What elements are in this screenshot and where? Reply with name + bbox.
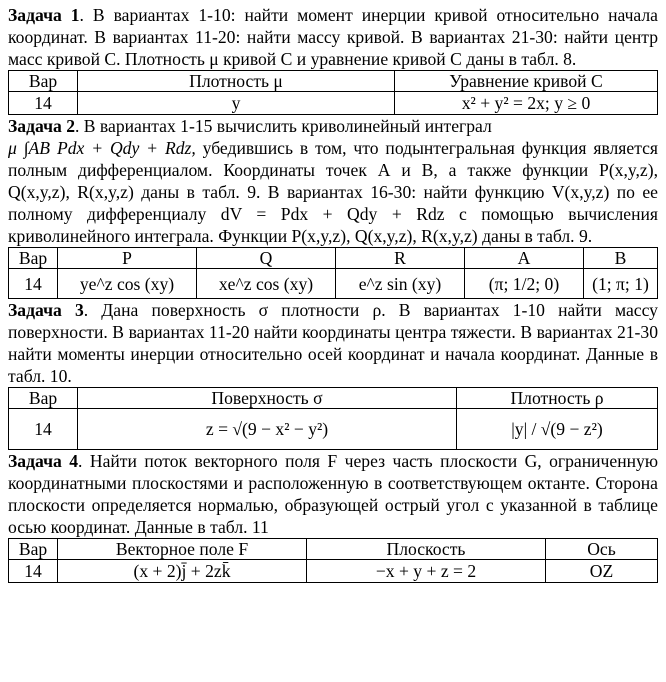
- table-row: [9, 269, 658, 299]
- col-surface: Поверхность σ: [78, 388, 457, 409]
- cell-axis: OZ: [546, 560, 658, 583]
- table-row: [9, 92, 658, 115]
- col-field: Векторное поле F: [58, 539, 307, 560]
- task2-text-body: убедившись в том, что подынтегральная функция является полным дифференциалом. Координаты точек А и В, а также функции P(x,y,z), Q(x,y,z), R(x,y,z) даны в табл. 9. В вариантах 16-30: найти функцию V(x,y,z) по ее полному дифференциалу dV = Pdx + Qdy + Rdz с помощью вычисления криволинейного интеграла. Функции P(x,y,z), Q(x,y,z), R(x,y,z) даны в табл. 9.: [8, 138, 658, 246]
- cell-q: xe^z cos (xy): [197, 269, 336, 299]
- task1-title: Задача 1: [8, 5, 80, 25]
- cell-var: 14: [9, 269, 58, 299]
- task3-title: Задача 3: [8, 300, 84, 320]
- cell-equation: x² + y² = 2x; y ≥ 0: [395, 92, 658, 115]
- col-density: Плотность ρ: [457, 388, 658, 409]
- col-a: A: [465, 248, 584, 269]
- task3-text: . Дана поверхность σ плотности ρ. В вариантах 1-10 найти массу поверхности. В вариантах 11-20 найти координаты центра тяжести. В вариантах 21-30 найти моменты инерции относительно осей координат и начала координат. Данные в табл. 10.: [8, 300, 658, 386]
- table-header-row: [9, 539, 658, 560]
- col-r: R: [336, 248, 465, 269]
- col-density: Плотность μ: [78, 71, 395, 92]
- cell-a: (π; 1/2; 0): [465, 269, 584, 299]
- task1-text: . В вариантах 1-10: найти момент инерции кривой относительно начала координат. В вариантах 11-20: найти массу кривой. В вариантах 21-30: найти центр масс кривой С. Плотность μ кривой С и уравнение кривой С даны в табл. 8.: [8, 5, 658, 69]
- table-8: [8, 70, 658, 115]
- col-axis: Ось: [546, 539, 658, 560]
- task4-text: . Найти поток векторного поля F через часть плоскости G, ограниченную координатными плоскостями и расположенную в соответствующем октанте. Сторона плоскости определяется нормалью, образующей острый угол с указанной в таблице осью координат. Данные в табл. 11: [8, 451, 658, 537]
- table-9: [8, 247, 658, 299]
- cell-surface: z = √(9 − x² − y²): [78, 409, 457, 450]
- task4-paragraph: [8, 450, 658, 538]
- col-p: P: [58, 248, 197, 269]
- table-row: [9, 560, 658, 583]
- cell-var: 14: [9, 92, 78, 115]
- table-row: [9, 409, 658, 450]
- cell-plane: −x + y + z = 2: [307, 560, 546, 583]
- cell-var: 14: [9, 409, 78, 450]
- task4-title: Задача 4: [8, 451, 79, 471]
- col-var: Вар: [9, 388, 78, 409]
- task2-integral: μ ∫AB Pdx + Qdy + Rdz,: [8, 138, 196, 158]
- col-var: Вар: [9, 248, 58, 269]
- table-11: [8, 538, 658, 583]
- task2-title: Задача 2: [8, 116, 75, 136]
- col-b: B: [584, 248, 658, 269]
- task1-paragraph: [8, 4, 658, 70]
- table-header-row: [9, 248, 658, 269]
- task2-text-intro: . В вариантах 1-15 вычислить криволинейный интеграл: [75, 116, 492, 136]
- cell-density: |y| / √(9 − z²): [457, 409, 658, 450]
- col-var: Вар: [9, 71, 78, 92]
- table-header-row: [9, 71, 658, 92]
- task3-paragraph: [8, 299, 658, 387]
- table-header-row: [9, 388, 658, 409]
- col-equation: Уравнение кривой С: [395, 71, 658, 92]
- col-plane: Плоскость: [307, 539, 546, 560]
- cell-r: e^z sin (xy): [336, 269, 465, 299]
- col-q: Q: [197, 248, 336, 269]
- task2-paragraph: [8, 115, 658, 247]
- cell-density: y: [78, 92, 395, 115]
- table-10: [8, 387, 658, 450]
- cell-var: 14: [9, 560, 58, 583]
- cell-p: ye^z cos (xy): [58, 269, 197, 299]
- cell-field: (x + 2)j̄ + 2zk̄: [58, 560, 307, 583]
- cell-b: (1; π; 1): [584, 269, 658, 299]
- col-var: Вар: [9, 539, 58, 560]
